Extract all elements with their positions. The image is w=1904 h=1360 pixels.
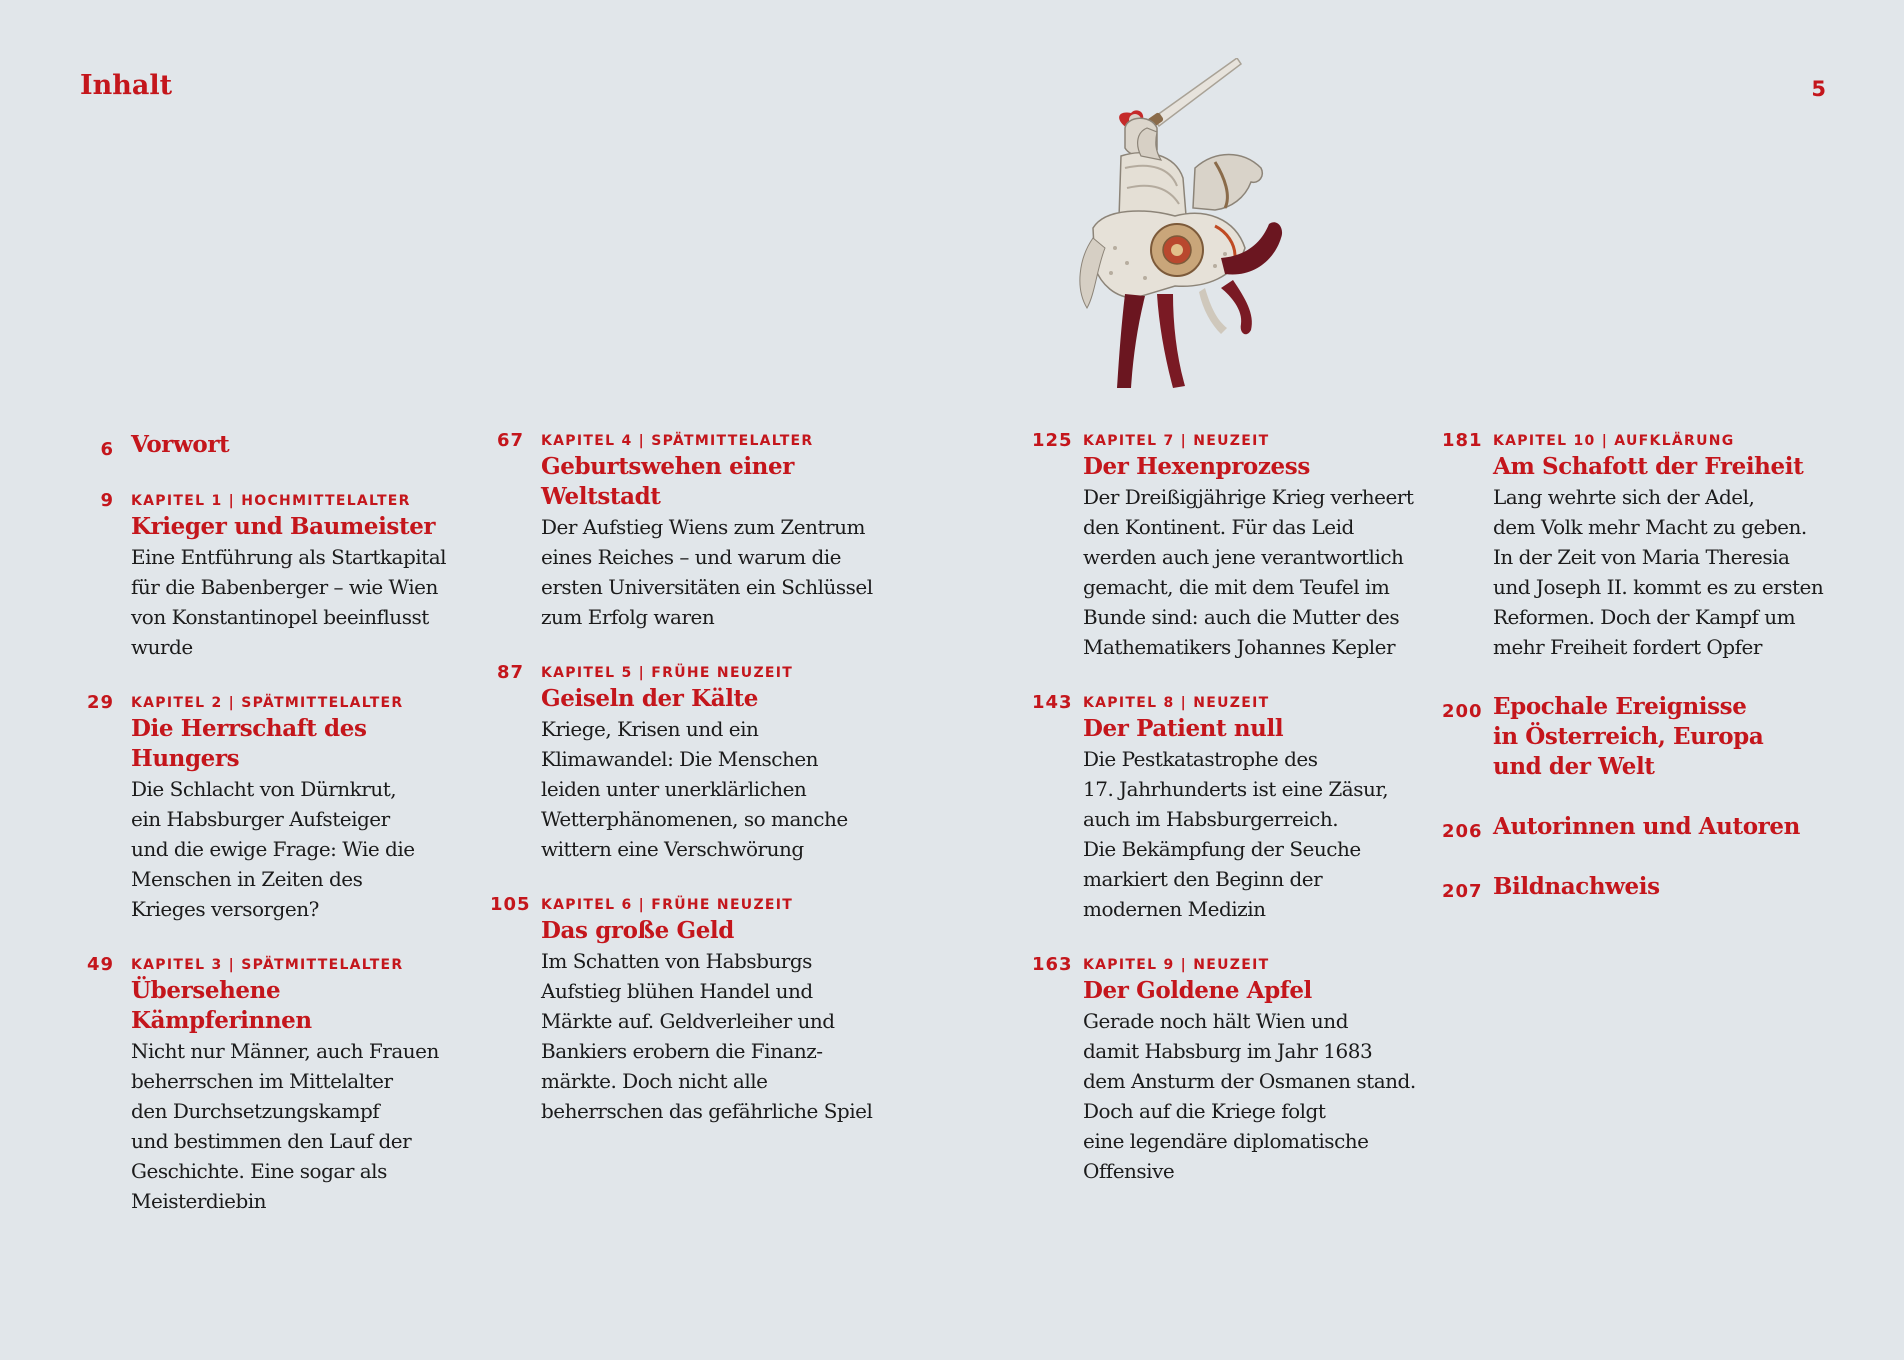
- toc-page-number: 29: [86, 692, 114, 713]
- toc-chapter-label: KAPITEL 6 | FRÜHE NEUZEIT: [541, 897, 794, 913]
- toc-chapter-label: KAPITEL 3 | SPÄTMITTELALTER: [131, 957, 404, 973]
- toc-chapter-label: KAPITEL 1 | HOCHMITTELALTER: [131, 493, 411, 509]
- toc-entry-description: Kriege, Krisen und ein Klimawandel: Die Menschen leiden unter unerklärlichen Wetterphänomenen, so manche wittern eine Verschwörung: [541, 717, 848, 861]
- toc-entry-title: Epochale Ereignisse in Österreich, Europa und der Welt: [1493, 693, 1764, 780]
- toc-entry-title: Geiseln der Kälte: [541, 685, 758, 712]
- toc-entry-description: Eine Entführung als Startkapital für die Babenberger – wie Wien von Konstantinopel beeinflusst wurde: [131, 545, 447, 659]
- toc-entry: [80, 692, 460, 924]
- toc-chapter-label: KAPITEL 2 | SPÄTMITTELALTER: [131, 695, 404, 711]
- toc-entry-title: Übersehene Kämpferinnen: [131, 977, 312, 1034]
- toc-entry-title: Geburtswehen einer Weltstadt: [541, 453, 794, 510]
- toc-page-number: 163: [1032, 954, 1073, 975]
- toc-entry: [490, 430, 890, 632]
- toc-entry: [490, 662, 890, 864]
- toc-entry-description: Im Schatten von Habsburgs Aufstieg blühen Handel und Märkte auf. Geldverleiher und Bankiers erobern die Finanz- märkte. Doch nicht alle beherrschen das gefährliche Spiel: [541, 949, 873, 1123]
- toc-entry-title: Krieger und Baumeister: [131, 513, 436, 540]
- page-title: Inhalt: [80, 70, 173, 101]
- toc-entry-title: Der Goldene Apfel: [1083, 977, 1312, 1004]
- toc-entry-title: Bildnachweis: [1493, 873, 1660, 900]
- toc-entry: [1442, 812, 1842, 842]
- toc-column-1: [80, 430, 460, 1246]
- toc-page-number: 67: [496, 430, 524, 451]
- toc-entry-description: Die Pestkatastrophe des 17. Jahrhunderts ist eine Zäsur, auch im Habsburgerreich. Die Bekämpfung der Seuche markiert den Beginn der modernen Medizin: [1083, 747, 1389, 921]
- toc-entry: [1442, 872, 1842, 902]
- toc-column-2: [490, 430, 890, 1156]
- toc-chapter-label: KAPITEL 8 | NEUZEIT: [1083, 695, 1270, 711]
- toc-entry-description: Gerade noch hält Wien und damit Habsburg im Jahr 1683 dem Ansturm der Osmanen stand. Doch auf die Kriege folgt eine legendäre diplomatische Offensive: [1083, 1009, 1416, 1183]
- toc-entry-title: Am Schafott der Freiheit: [1493, 453, 1804, 480]
- toc-entry: [80, 430, 460, 460]
- toc-entry-title: Das große Geld: [541, 917, 734, 944]
- toc-chapter-label: KAPITEL 7 | NEUZEIT: [1083, 433, 1270, 449]
- toc-page-number: 200: [1442, 701, 1483, 722]
- toc-entry: [1032, 692, 1432, 924]
- toc-entry: [1442, 430, 1842, 662]
- toc-entry-description: Der Aufstieg Wiens zum Zentrum eines Reiches – und warum die ersten Universitäten ein Schlüssel zum Erfolg waren: [541, 515, 873, 629]
- toc-entry: [80, 954, 460, 1216]
- toc-page-number: 206: [1442, 821, 1483, 842]
- toc-page-number: 125: [1032, 430, 1073, 451]
- toc-entry-title: Autorinnen und Autoren: [1493, 813, 1800, 840]
- toc-entry-description: Lang wehrte sich der Adel, dem Volk mehr Macht zu geben. In der Zeit von Maria Theresia und Joseph II. kommt es zu ersten Reformen. Doch der Kampf um mehr Freiheit fordert Opfer: [1493, 485, 1824, 659]
- toc-entry-description: Die Schlacht von Dürnkrut, ein Habsburger Aufsteiger und die ewige Frage: Wie die Menschen in Zeiten des Krieges versorgen?: [131, 777, 415, 921]
- toc-chapter-label: KAPITEL 5 | FRÜHE NEUZEIT: [541, 665, 794, 681]
- toc-entry-title: Die Herrschaft des Hungers: [131, 715, 367, 772]
- toc-page-number: 105: [490, 894, 531, 915]
- toc-entry-title: Vorwort: [131, 431, 230, 458]
- armored-knight-on-horse-illustration: [1065, 58, 1335, 403]
- toc-entry: [490, 894, 890, 1126]
- toc-page-number: 181: [1442, 430, 1483, 451]
- toc-page-number: 6: [100, 439, 114, 460]
- toc-page-number: 87: [496, 662, 524, 683]
- toc-entry: [80, 490, 460, 662]
- toc-page-number: 143: [1032, 692, 1073, 713]
- toc-entry-title: Der Patient null: [1083, 715, 1284, 742]
- toc-chapter-label: KAPITEL 9 | NEUZEIT: [1083, 957, 1270, 973]
- toc-entry: [1442, 692, 1842, 782]
- toc-chapter-label: KAPITEL 10 | AUFKLÄRUNG: [1493, 433, 1735, 449]
- toc-entry: [1032, 954, 1432, 1186]
- toc-page-number: 49: [86, 954, 114, 975]
- toc-page-number: 9: [100, 490, 114, 511]
- toc-entry-title: Der Hexenprozess: [1083, 453, 1310, 480]
- toc-column-4: [1442, 430, 1842, 932]
- toc-entry-description: Der Dreißigjährige Krieg verheert den Kontinent. Für das Leid werden auch jene verantwortlich gemacht, die mit dem Teufel im Bunde sind: auch die Mutter des Mathematikers Johannes Kepler: [1083, 485, 1414, 659]
- page-number: 5: [1811, 77, 1826, 101]
- toc-entry: [1032, 430, 1432, 662]
- toc-chapter-label: KAPITEL 4 | SPÄTMITTELALTER: [541, 433, 814, 449]
- toc-entry-description: Nicht nur Männer, auch Frauen beherrschen im Mittelalter den Durchsetzungskampf und bestimmen den Lauf der Geschichte. Eine sogar als Meisterdiebin: [131, 1039, 439, 1213]
- toc-page-number: 207: [1442, 881, 1483, 902]
- toc-column-3: [1032, 430, 1432, 1216]
